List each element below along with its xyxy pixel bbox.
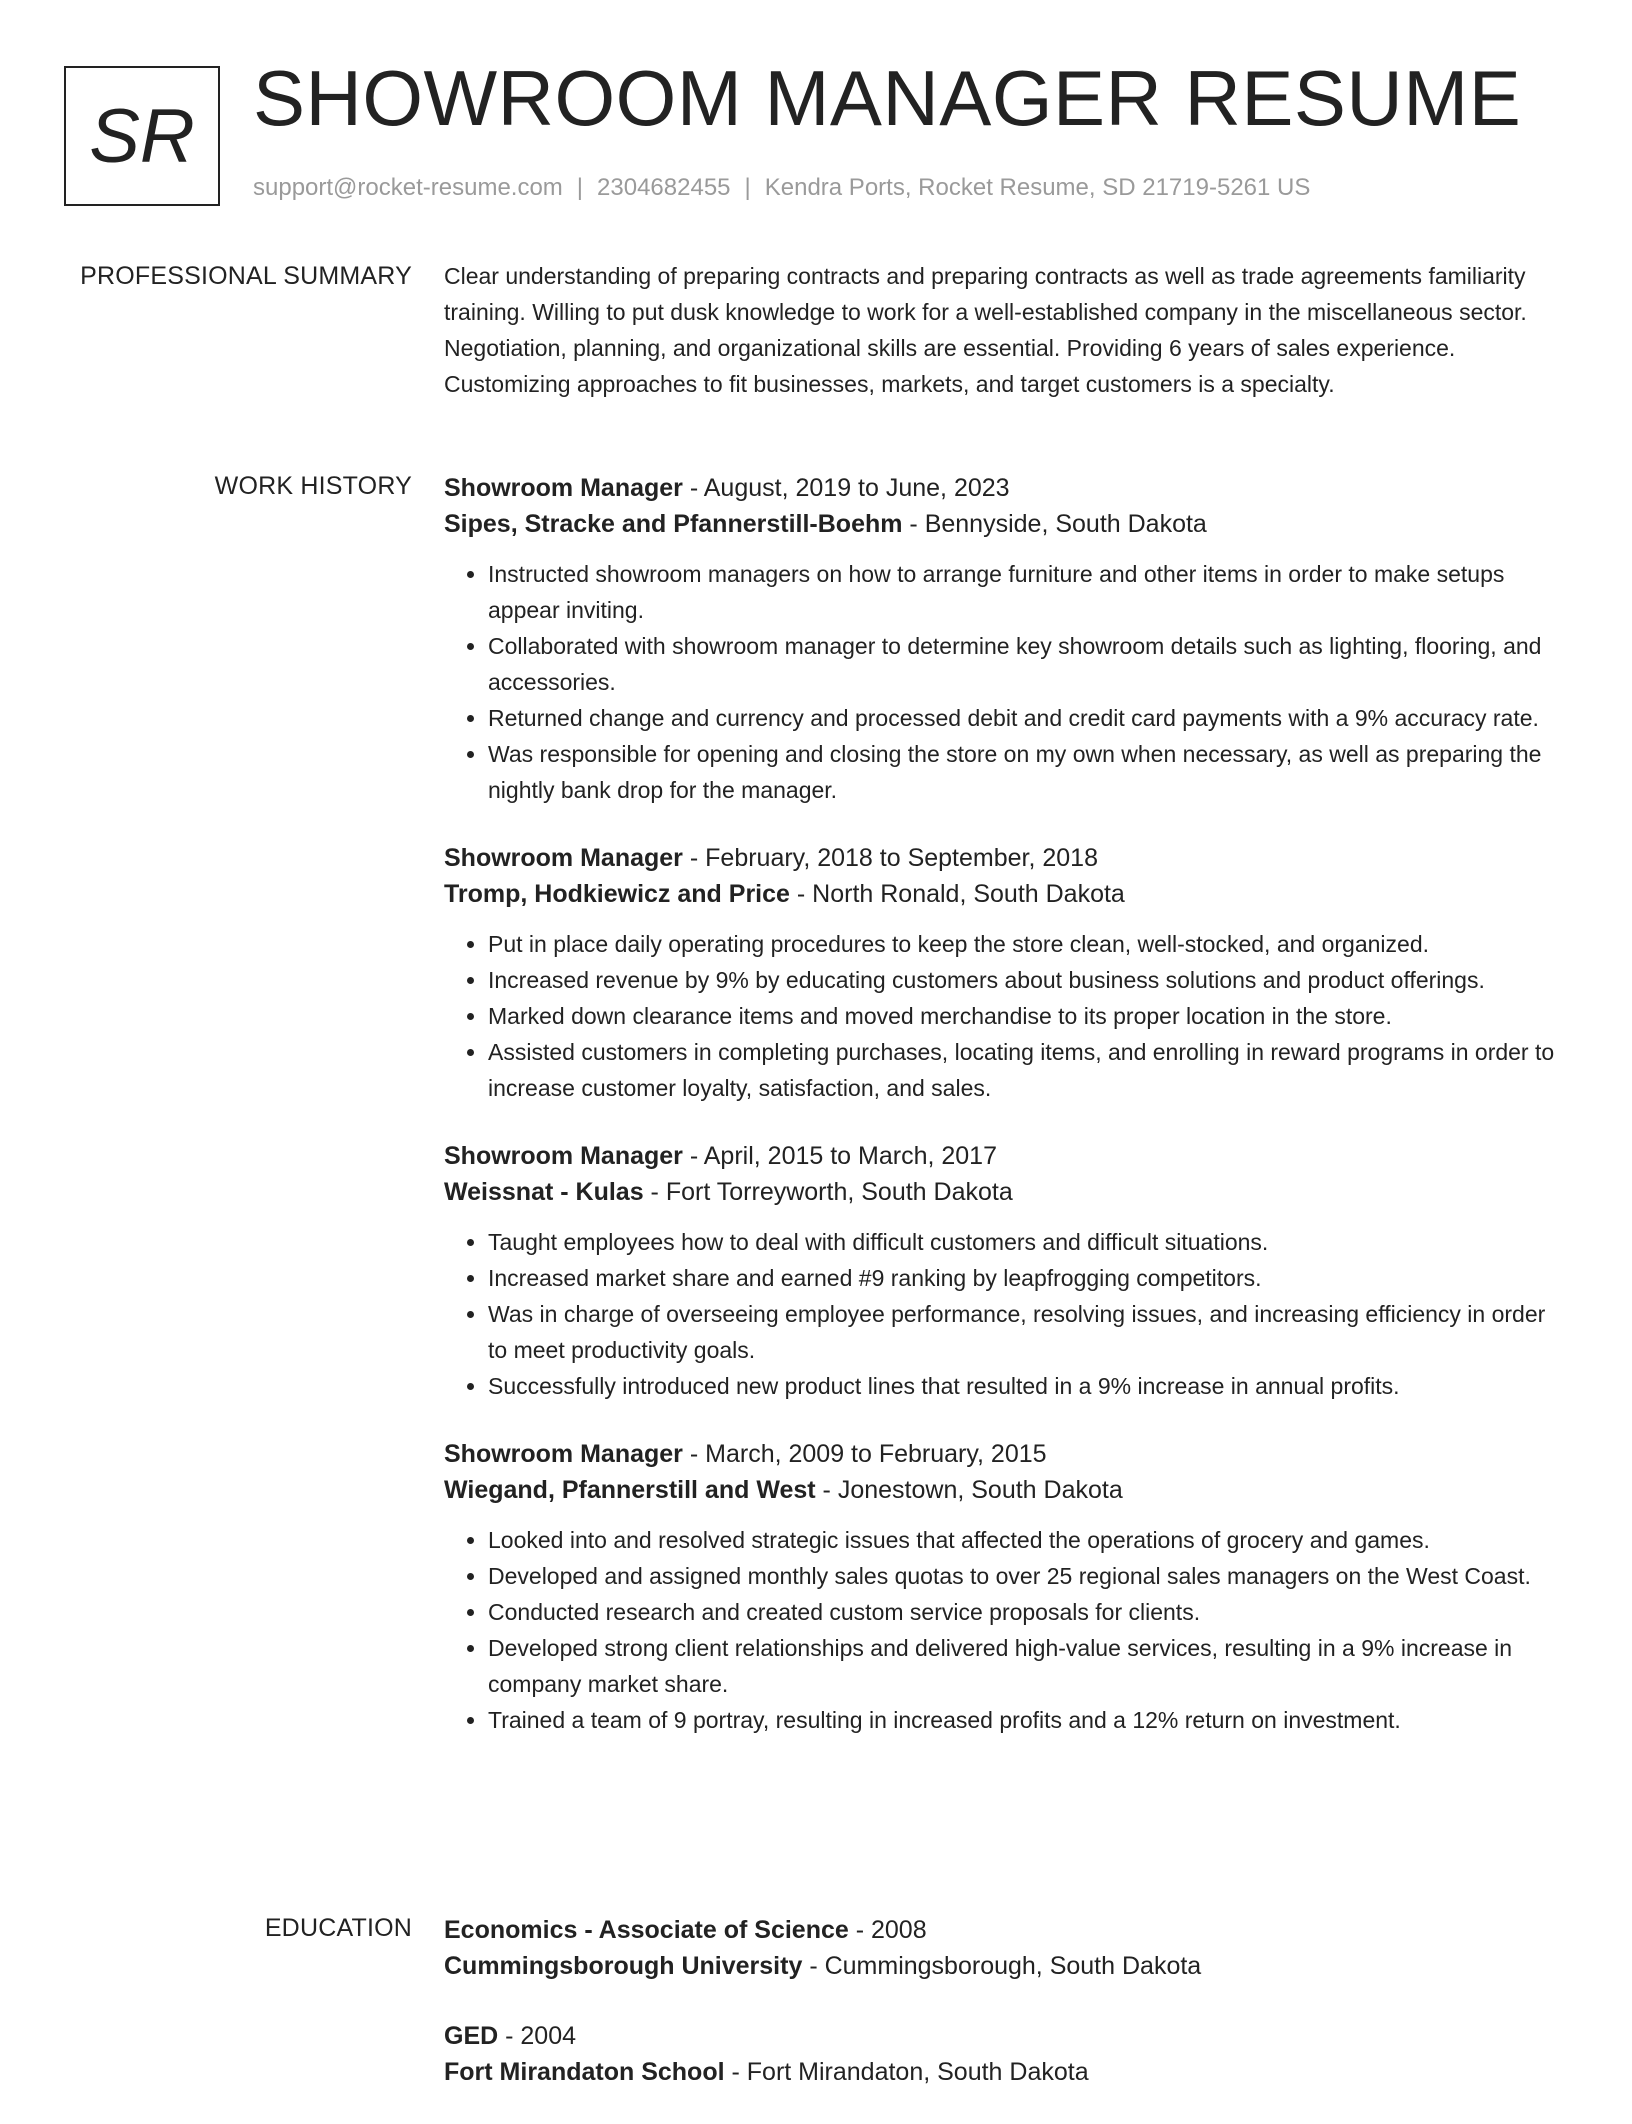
- job-title: Showroom Manager: [444, 1440, 683, 1468]
- job-bullet: • Developed and assigned monthly sales quotas to over 25 regional sales managers on the West Coast.: [488, 1558, 1562, 1594]
- work-history-heading: WORK HISTORY: [214, 472, 412, 500]
- degree-line: [444, 1912, 1562, 1948]
- job-entry: [444, 1138, 1562, 1404]
- summary-body: [444, 258, 1562, 402]
- job-bullet: • Assisted customers in completing purchases, locating items, and enrolling in reward programs in order to increase customer loyalty, satisfaction, and sales.: [488, 1034, 1562, 1106]
- contact-separator: |: [744, 174, 751, 201]
- job-bullet: • Developed strong client relationships and delivered high-value services, resulting in a 9% increase in company market share.: [488, 1630, 1562, 1702]
- contact-phone: 2304682455: [597, 174, 731, 201]
- job-location: - Jonestown, South Dakota: [815, 1476, 1123, 1504]
- contact-address: Kendra Ports, Rocket Resume, SD 21719-5261 US: [764, 174, 1311, 201]
- job-bullets: [444, 1224, 1562, 1404]
- job-title-line: [444, 470, 1562, 506]
- job-title-line: [444, 840, 1562, 876]
- job-bullet: • Put in place daily operating procedures to keep the store clean, well-stocked, and organized.: [488, 926, 1562, 962]
- job-bullets: [444, 1522, 1562, 1738]
- education-body: [444, 1912, 1562, 2124]
- job-bullet: • Conducted research and created custom service proposals for clients.: [488, 1594, 1562, 1630]
- job-title-line: [444, 1436, 1562, 1472]
- job-company: Weissnat - Kulas: [444, 1178, 644, 1206]
- monogram-initials: SR: [89, 93, 195, 179]
- job-title: Showroom Manager: [444, 1142, 683, 1170]
- summary-text: Clear understanding of preparing contracts and preparing contracts as well as trade agreements familiarity training. Willing to put dusk knowledge to work for a well-established company in the miscellaneous sector. Negotiation, planning, and organizational skills are essential. Providing 6 years of sales experience. Customizing approaches to fit businesses, markets, and target customers is a specialty.: [444, 263, 1527, 397]
- job-bullet: • Marked down clearance items and moved merchandise to its proper location in the store.: [488, 998, 1562, 1034]
- job-bullet: • Collaborated with showroom manager to determine key showroom details such as lighting, flooring, and accessories.: [488, 628, 1562, 700]
- degree-name: GED: [444, 2022, 499, 2050]
- job-dates: - April, 2015 to March, 2017: [682, 1142, 997, 1170]
- education-entry: [444, 1912, 1562, 1984]
- degree-name: Economics - Associate of Science: [444, 1916, 849, 1944]
- job-location: - Fort Torreyworth, South Dakota: [643, 1178, 1013, 1206]
- job-entry: [444, 840, 1562, 1106]
- job-company-line: [444, 506, 1562, 542]
- job-entry: [444, 470, 1562, 808]
- school-location: - Cummingsborough, South Dakota: [802, 1952, 1202, 1980]
- job-bullet: • Was in charge of overseeing employee performance, resolving issues, and increasing efficiency in order to meet productivity goals.: [488, 1296, 1562, 1368]
- job-bullet: • Looked into and resolved strategic issues that affected the operations of grocery and games.: [488, 1522, 1562, 1558]
- job-bullet: • Increased market share and earned #9 ranking by leapfrogging competitors.: [488, 1260, 1562, 1296]
- degree-year: - 2008: [848, 1916, 927, 1944]
- job-bullet: • Successfully introduced new product lines that resulted in a 9% increase in annual profits.: [488, 1368, 1562, 1404]
- contact-line: [253, 174, 1310, 202]
- school-name: Fort Mirandaton School: [444, 2058, 725, 2086]
- degree-year: - 2004: [498, 2022, 577, 2050]
- job-bullet: • Returned change and currency and processed debit and credit card payments with a 9% accuracy rate.: [488, 700, 1562, 736]
- education-entry: [444, 2018, 1562, 2090]
- summary-heading: PROFESSIONAL SUMMARY: [80, 262, 412, 290]
- job-dates: - March, 2009 to February, 2015: [682, 1440, 1047, 1468]
- job-title: Showroom Manager: [444, 474, 683, 502]
- contact-email: support@rocket-resume.com: [253, 174, 563, 201]
- school-line: [444, 1948, 1562, 1984]
- job-company-line: [444, 876, 1562, 912]
- education-heading: EDUCATION: [264, 1914, 412, 1942]
- resume-title: SHOWROOM MANAGER RESUME: [253, 54, 1522, 142]
- job-entry: [444, 1436, 1562, 1738]
- school-location: - Fort Mirandaton, South Dakota: [724, 2058, 1089, 2086]
- job-title-line: [444, 1138, 1562, 1174]
- job-bullet: • Taught employees how to deal with difficult customers and difficult situations.: [488, 1224, 1562, 1260]
- monogram-logo: [64, 66, 220, 206]
- job-bullet: • Instructed showroom managers on how to arrange furniture and other items in order to make setups appear inviting.: [488, 556, 1562, 628]
- degree-line: [444, 2018, 1562, 2054]
- job-company-line: [444, 1174, 1562, 1210]
- job-location: - North Ronald, South Dakota: [789, 880, 1125, 908]
- job-company: Sipes, Stracke and Pfannerstill-Boehm: [444, 510, 903, 538]
- job-bullet: • Was responsible for opening and closing the store on my own when necessary, as well as preparing the nightly bank drop for the manager.: [488, 736, 1562, 808]
- job-dates: - August, 2019 to June, 2023: [682, 474, 1010, 502]
- job-title: Showroom Manager: [444, 844, 683, 872]
- job-location: - Bennyside, South Dakota: [902, 510, 1207, 538]
- job-bullet: • Trained a team of 9 portray, resulting in increased profits and a 12% return on investment.: [488, 1702, 1562, 1738]
- job-bullets: [444, 926, 1562, 1106]
- school-line: [444, 2054, 1562, 2090]
- job-company: Tromp, Hodkiewicz and Price: [444, 880, 790, 908]
- job-dates: - February, 2018 to September, 2018: [682, 844, 1098, 872]
- job-company: Wiegand, Pfannerstill and West: [444, 1476, 816, 1504]
- job-bullets: [444, 556, 1562, 808]
- school-name: Cummingsborough University: [444, 1952, 803, 1980]
- work-history-body: [444, 470, 1562, 1770]
- job-company-line: [444, 1472, 1562, 1508]
- contact-separator: |: [576, 174, 584, 201]
- job-bullet: • Increased revenue by 9% by educating customers about business solutions and product offerings.: [488, 962, 1562, 998]
